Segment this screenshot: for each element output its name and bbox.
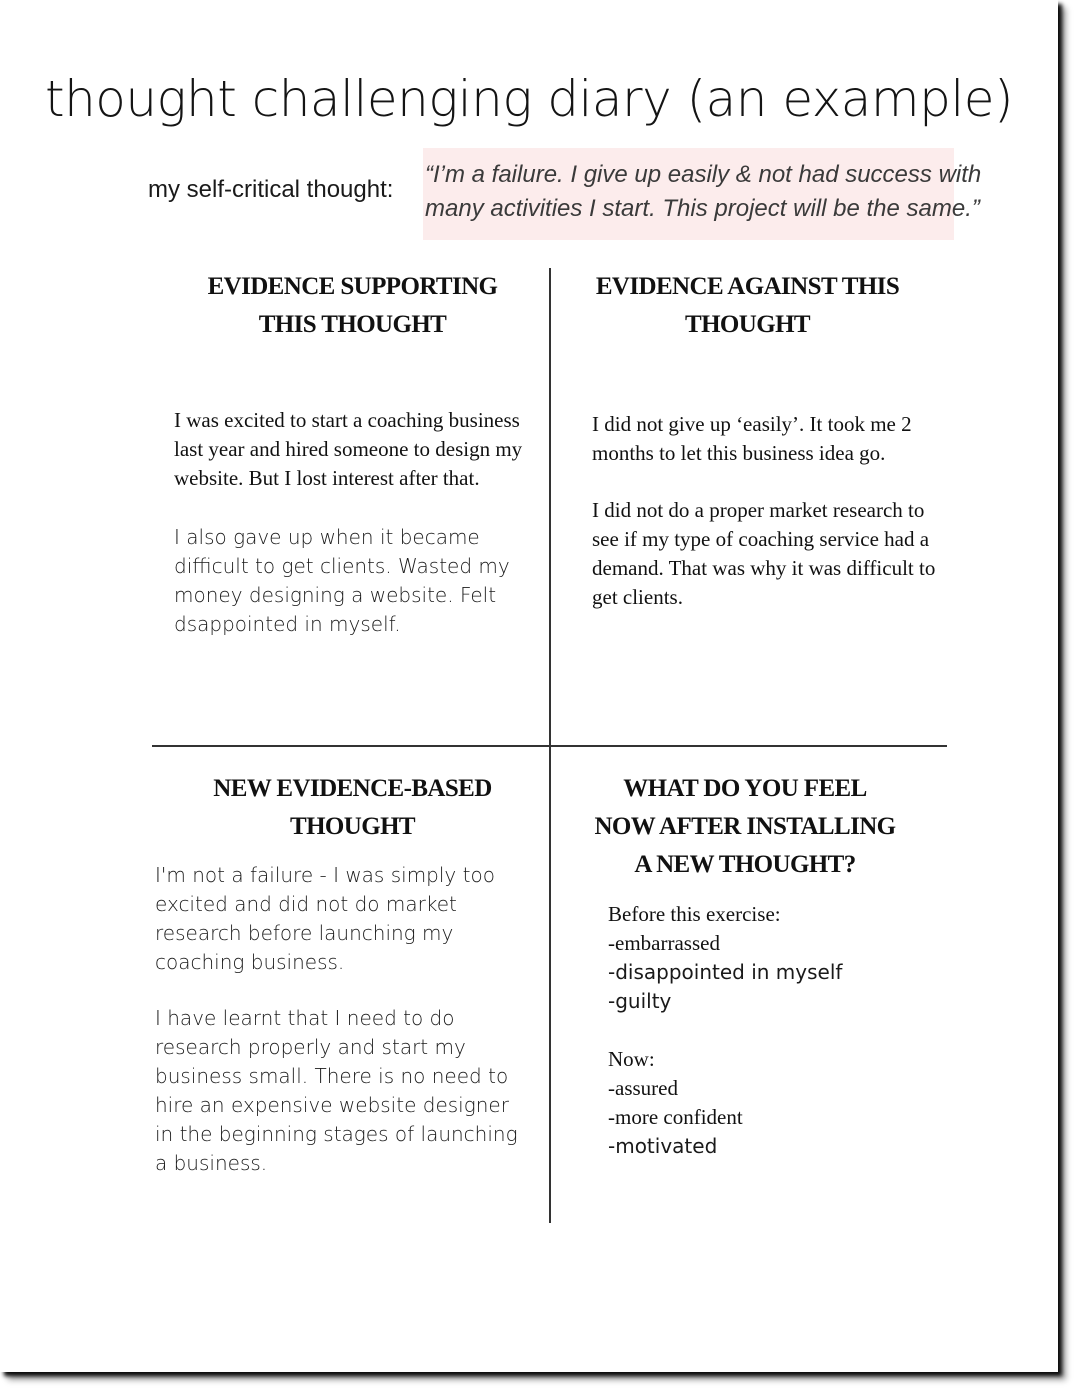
text-line: money designing a website. Felt: [174, 583, 497, 607]
heading-line: EVIDENCE AGAINST THIS: [595, 273, 900, 300]
text-line: I did not do a proper market research to: [592, 498, 925, 522]
self-critical-label: my self-critical thought:: [148, 176, 394, 203]
feelings-list: [608, 900, 842, 1161]
feeling-item: -embarrassed: [608, 931, 720, 955]
before-exercise-label: Before this exercise:: [608, 902, 781, 926]
text-line: difficult to get clients. Wasted my: [174, 554, 510, 578]
text-line: I'm not a failure - I was simply too: [155, 863, 495, 887]
text-line: I was excited to start a coaching business: [174, 408, 520, 432]
heading-evidence-against: [555, 268, 940, 344]
heading-line: THOUGHT: [290, 813, 415, 840]
horizontal-divider: [152, 745, 947, 747]
text-line: excited and did not do market: [155, 892, 457, 916]
heading-line: NEW EVIDENCE-BASED: [213, 775, 492, 802]
text-line: hire an expensive website designer: [155, 1093, 509, 1117]
text-line: research properly and start my: [155, 1035, 466, 1059]
supporting-evidence-paragraph-2: [174, 523, 510, 639]
feeling-item: -motivated: [608, 1134, 718, 1158]
text-line: coaching business.: [155, 950, 345, 974]
text-line: business small. There is no need to: [155, 1064, 509, 1088]
text-line: research before launching my: [155, 921, 454, 945]
text-line: get clients.: [592, 585, 683, 609]
heading-what-do-you-feel: [550, 770, 940, 884]
feeling-item: -guilty: [608, 989, 672, 1013]
heading-line: THOUGHT: [685, 311, 810, 338]
text-line: I have learnt that I need to do: [155, 1006, 455, 1030]
against-evidence-paragraph-1: [592, 410, 912, 468]
heading-new-evidence-based-thought: [160, 770, 545, 846]
text-line: demand. That was why it was difficult to: [592, 556, 936, 580]
feeling-item: -disappointed in myself: [608, 960, 843, 984]
new-thought-paragraph-1: [155, 861, 495, 977]
heading-line: A NEW THOUGHT?: [634, 851, 856, 878]
text-line: website. But I lost interest after that.: [174, 466, 480, 490]
page-title: thought challenging diary (an example): [44, 70, 1014, 128]
text-line: dsappointed in myself.: [174, 612, 401, 636]
text-line: months to let this business idea go.: [592, 441, 886, 465]
feeling-item: -more confident: [608, 1105, 743, 1129]
against-evidence-paragraph-2: [592, 496, 935, 612]
spacer: [608, 1016, 842, 1045]
text-line: a business.: [155, 1151, 268, 1175]
self-critical-thought-box: [423, 148, 982, 240]
text-line: last year and hired someone to design my: [174, 437, 523, 461]
new-thought-paragraph-2: [155, 1004, 518, 1178]
text-line: in the beginning stages of launching: [155, 1122, 518, 1146]
supporting-evidence-paragraph-1: [174, 406, 522, 493]
heading-line: EVIDENCE SUPPORTING: [207, 273, 498, 300]
self-critical-thought-line: many activities I start. This project will be the same.”: [425, 195, 980, 222]
heading-line: NOW AFTER INSTALLING: [594, 813, 896, 840]
self-critical-thought-line: “I’m a failure. I give up easily & not had success with: [425, 161, 982, 188]
text-line: I did not give up ‘easily’. It took me 2: [592, 412, 912, 436]
now-label: Now:: [608, 1047, 655, 1071]
text-line: see if my type of coaching service had a: [592, 527, 930, 551]
heading-evidence-supporting: [160, 268, 545, 344]
text-line: I also gave up when it became: [174, 525, 480, 549]
self-critical-thought-text: [425, 158, 982, 226]
heading-line: WHAT DO YOU FEEL: [623, 775, 867, 802]
feeling-item: -assured: [608, 1076, 678, 1100]
heading-line: THIS THOUGHT: [258, 311, 447, 338]
